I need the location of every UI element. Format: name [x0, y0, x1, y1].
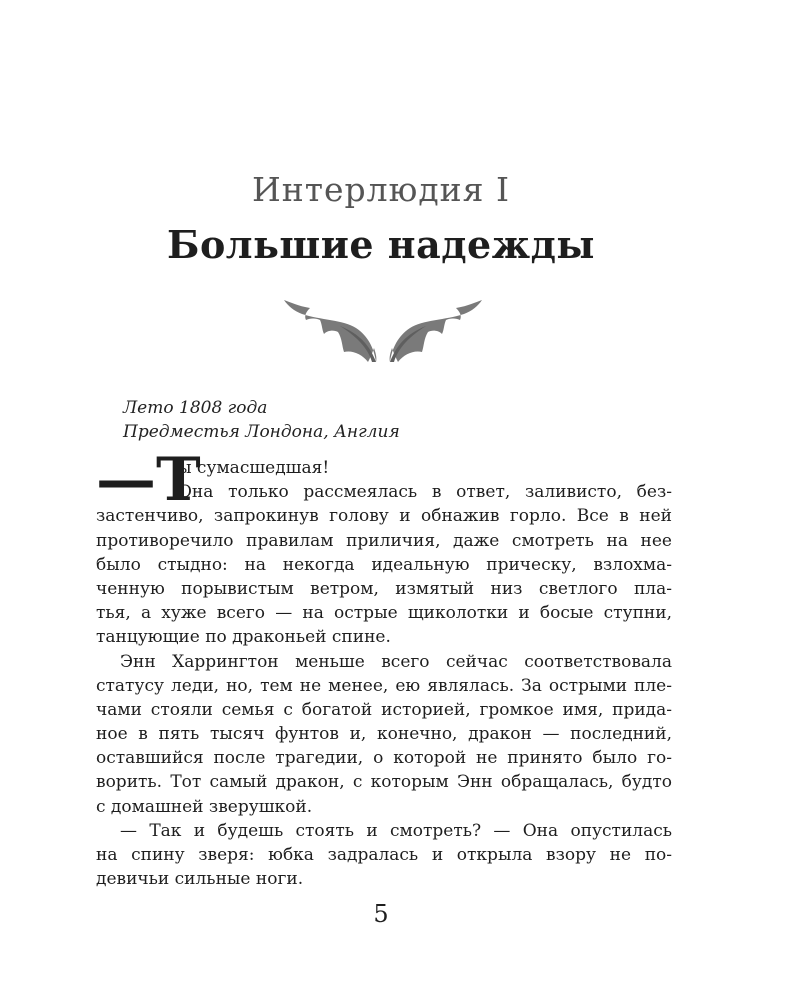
text-line: ченную порывистым ветром, измятый низ светлого пла- [96, 578, 672, 599]
body-text [96, 445, 672, 891]
epigraph-place: Предместья Лондона, Англия [123, 422, 400, 442]
text-line: оставшийся после трагедии, о которой не принято было го- [96, 748, 672, 769]
text-line: чами стояли семья с богатой историей, громкое имя, прида- [96, 699, 672, 720]
text-line: тья, а хуже всего — на острые щиколотки и босые ступни, [96, 603, 672, 624]
drop-cap: —Т [96, 445, 201, 515]
epigraph [123, 396, 400, 444]
text-line: ы сумасшедшая! [178, 458, 330, 478]
paragraph-1-opening [96, 445, 672, 515]
text-line: — Так и будешь стоять и смотреть? — Она опустилась [120, 820, 672, 841]
left-wing-icon [284, 300, 376, 362]
right-wing-icon [390, 300, 482, 362]
text-line: застенчиво, запрокинув голову и обнажив горло. Все в ней [96, 506, 672, 527]
text-line: ворить. Тот самый дракон, с которым Энн обращалась, будто [96, 772, 672, 793]
text-line: было стыдно: на некогда идеальную прическу, взлохма- [96, 554, 672, 575]
epigraph-date: Лето 1808 года [123, 398, 268, 418]
text-line: Она только рассмеялась в ответ, заливисто, без- [178, 482, 672, 503]
text-line: статусу леди, но, тем не менее, ею являлась. За острыми пле- [96, 675, 672, 696]
text-line: ное в пять тысяч фунтов и, конечно, дракон — последний, [96, 724, 672, 745]
text-line: Энн Харрингтон меньше всего сейчас соответствовала [120, 651, 672, 672]
text-line: на спину зверя: юбка задралась и открыла взору не по- [96, 845, 672, 866]
chapter-label: Интерлюдия I [251, 170, 511, 209]
chapter-title: Большие надежды [166, 222, 596, 267]
text-line: девичьи сильные ноги. [96, 869, 304, 890]
text-line: противоречило правилам приличия, даже смотреть на нее [96, 530, 672, 551]
dragon-wings-ornament-icon [280, 296, 486, 366]
page-number: 5 [373, 900, 389, 928]
text-line: с домашней зверушкой. [96, 796, 313, 817]
text-line: танцующие по драконьей спине. [96, 627, 391, 648]
